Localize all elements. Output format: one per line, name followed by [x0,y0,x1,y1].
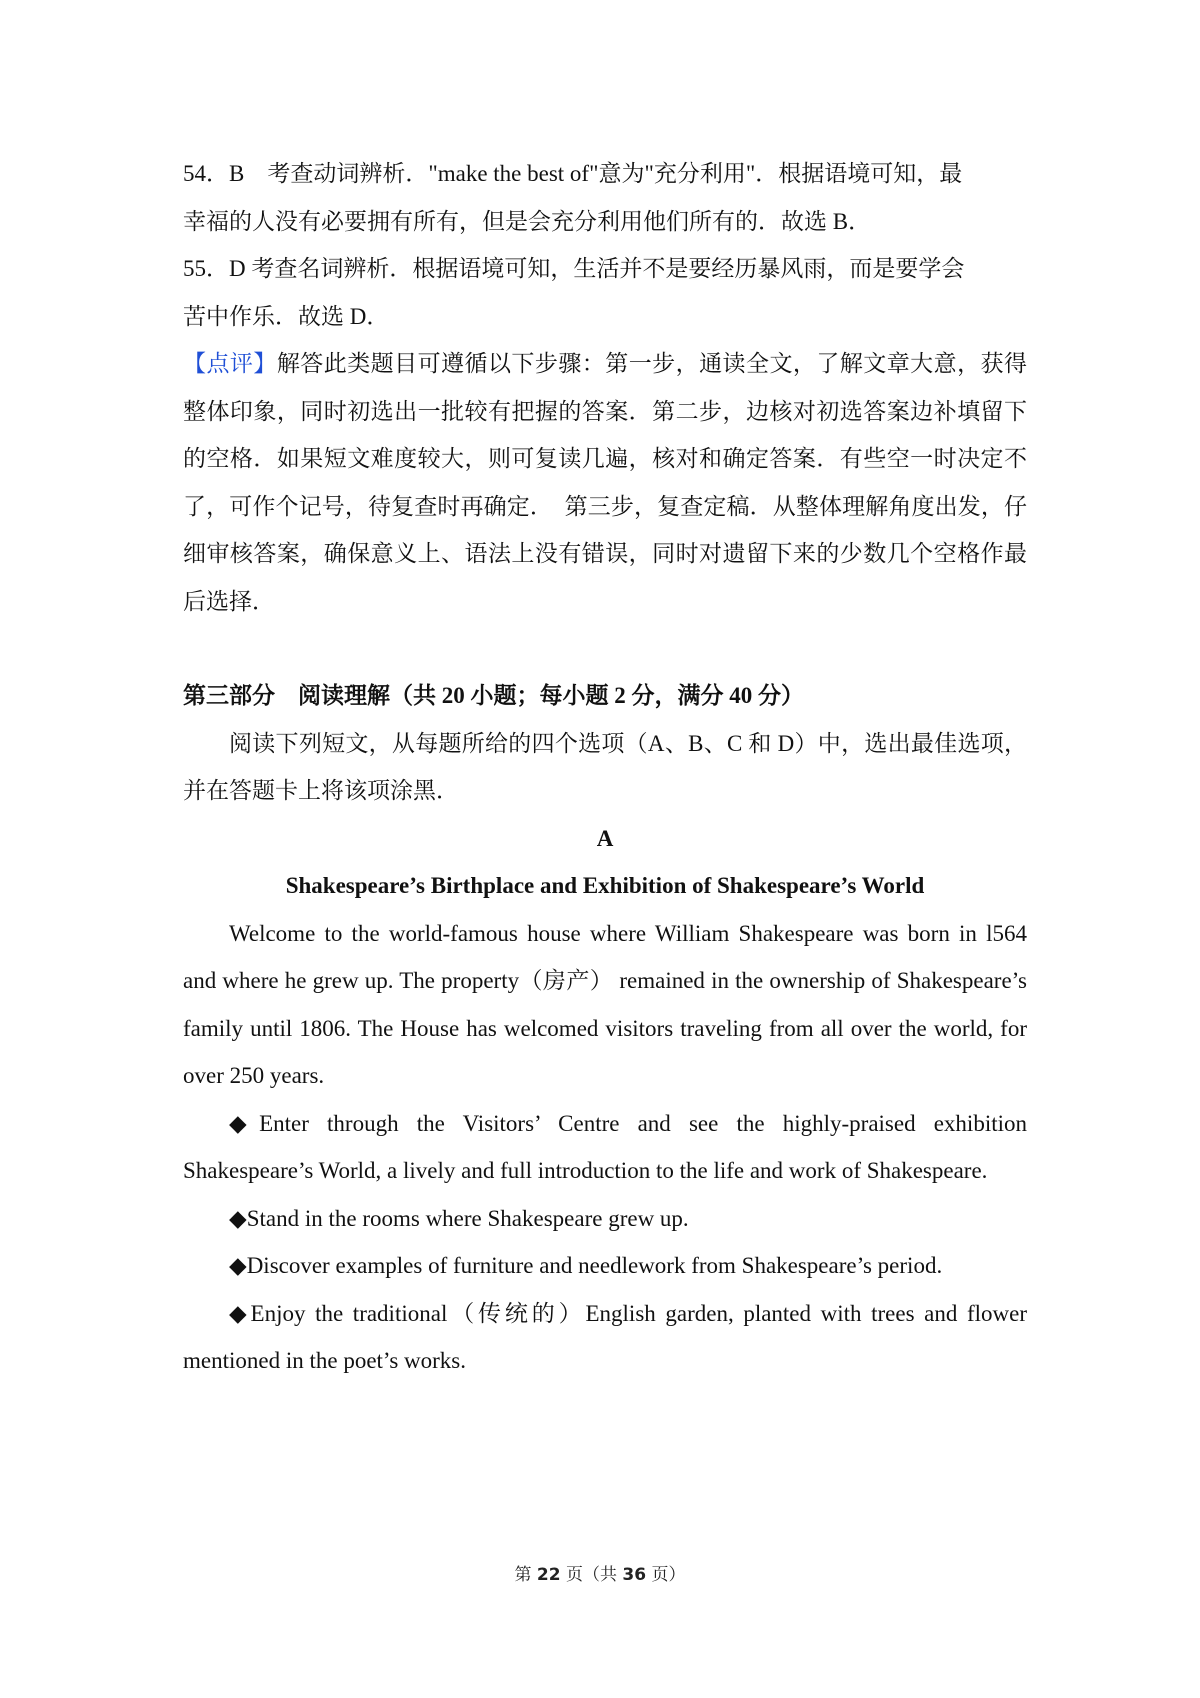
footer-middle: 页（共 [560,1565,623,1585]
answer-55-line1: 55．D 考查名词辨析．根据语境可知，生活并不是要经历暴风雨，而是要学会 [183,256,965,281]
comment-paragraph [183,340,1027,625]
comment-tag: 【点评】 [183,351,277,376]
answer-54-line2: 幸福的人没有必要拥有所有，但是会充分利用他们所有的．故选 B． [183,208,872,234]
passage-title: Shakespeare’s Birthplace and Exhibition of Shakespeare’s World [285,873,925,898]
passage-bullet-1: ◆Enter through the Visitors’ Centre and see the highly-praised exhibition Shakespeare’s World, a lively and full introduction to the life and work of Shakespeare. [183,1110,1027,1183]
answer-55 [183,245,1027,340]
answer-54 [183,150,1027,245]
section-instruction: 阅读下列短文，从每题所给的四个选项（A、B、C 和 D）中，选出最佳选项，并在答题卡上将该项涂黑． [183,730,1027,803]
footer-page-number: 22 [536,1565,561,1585]
section-heading: 第三部分 阅读理解（共 20 小题；每小题 2 分，满分 40 分） [183,683,804,708]
passage-bullet-2: ◆Stand in the rooms where Shakespeare grew up. [229,1205,689,1231]
answer-55-line2: 苦中作乐．故选 D． [183,303,390,329]
comment-text: 解答此类题目可遵循以下步骤：第一步，通读全文，了解文章大意，获得整体印象，同时初选出一批较有把握的答案．第二步，边核对初选答案边补填留下的空格．如果短文难度较大，则可复读几遍，核对和确定答案．有些空一时决定不了，可作个记号，待复查时再确定． 第三步，复查定稿．从整体理解角度出发，仔细审核答案，确保意义上、语法上没有错误，同时对遗留下来的少数几个空格作最后选择． [183,351,1028,614]
answer-54-line1: 54．B 考查动词辨析．"make the best of"意为"充分利用"．根据语境可知，最 [183,161,963,186]
footer-total-pages: 36 [622,1565,647,1585]
passage-bullet-4: ◆Enjoy the traditional（传统的）English garden, planted with trees and flower mentioned in the poet’s works. [183,1300,1027,1373]
passage-bullet-3: ◆Discover examples of furniture and needlework from Shakespeare’s period. [229,1253,943,1278]
page-footer [0,1560,1200,1585]
footer-prefix: 第 [514,1565,537,1585]
passage-letter: A [596,825,614,851]
footer-suffix: 页） [646,1565,686,1585]
passage-intro: Welcome to the world-famous house where William Shakespeare was born in l564 and where he grew up. The property（房产） remained in the ownership of Shakespeare’s family until 1806. The House has welcomed visitors traveling from all over the world, for over 250 years. [183,920,1027,1088]
page-content [183,150,1027,1385]
